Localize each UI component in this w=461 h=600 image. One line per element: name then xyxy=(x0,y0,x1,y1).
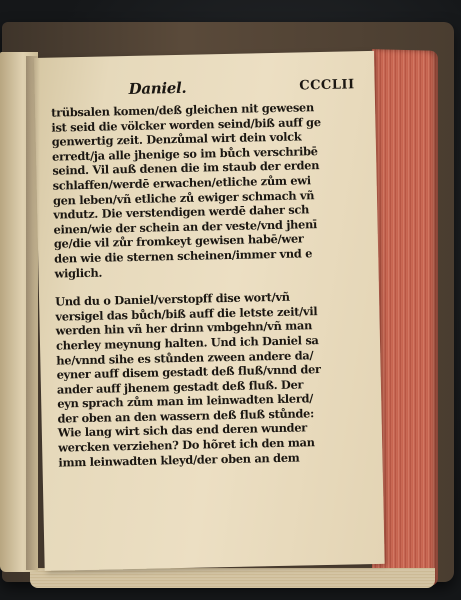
text-line: genwertig zeit. Denzůmal wirt dein volck xyxy=(51,129,302,149)
text-line: he/vnnd sihe es stůnden zween andere da/ xyxy=(56,347,314,368)
text-line: ander auff jhenem gestadt deß fluß. Der xyxy=(56,377,304,397)
page-text-block xyxy=(51,77,369,470)
text-line: ge/die vil zůr fromkeyt gewisen habē/wer xyxy=(53,231,304,251)
text-line: Und du o Daniel/verstopff dise wort/vñ xyxy=(54,289,290,309)
folio-number: CCCLII xyxy=(299,77,355,94)
text-line: vndutz. Die verstendigen werdē daher sch xyxy=(53,202,310,222)
text-line: eyner auff disem gestadt deß fluß/vnnd der xyxy=(56,362,321,382)
paragraph-2 xyxy=(55,288,369,470)
text-line: cherley meynung halten. Und ich Daniel sa xyxy=(55,333,319,353)
text-line: versigel das bůch/biß auff die letste zeit/vil xyxy=(55,303,318,324)
running-head: Daniel. xyxy=(128,78,187,99)
paragraph-1 xyxy=(51,99,365,281)
book-page xyxy=(34,51,385,571)
text-line: der oben an den wassern deß fluß stůnde: xyxy=(57,406,315,426)
text-line: ist seid die völcker worden seind/biß auff ge xyxy=(51,114,321,135)
text-line: erredt/ja alle jhenige so im bůch verschribē xyxy=(51,143,318,164)
text-line: schlaffen/werdē erwachen/etliche zům ewi xyxy=(52,173,311,193)
page-edges-bottom xyxy=(30,568,435,588)
text-line: wercken verziehen? Do hõret ich den man xyxy=(58,435,315,455)
text-line: wiglich. xyxy=(54,265,103,281)
text-line: den wie die sternen scheinen/immer vnd e xyxy=(54,246,313,266)
page-gutter-shadow xyxy=(26,56,40,570)
text-line: Wie lang wirt sich das end deren wunder xyxy=(57,420,308,441)
text-line: werden hin vñ her drinn vmbgehn/vñ man xyxy=(55,318,313,338)
text-line: gen leben/vñ etliche zů ewiger schmach vñ xyxy=(52,187,315,208)
text-line: imm leinwadten kleyd/der oben an dem xyxy=(58,450,300,470)
text-line: trübsalen komen/deß gleichen nit gewesen xyxy=(51,100,315,120)
text-line: seind. Vil auß denen die im staub der erden xyxy=(52,158,320,179)
text-line: einen/wie der schein an der veste/vnd jhenī xyxy=(53,216,318,237)
text-line: eyn sprach zům man im leinwadten klerd/ xyxy=(57,391,314,411)
